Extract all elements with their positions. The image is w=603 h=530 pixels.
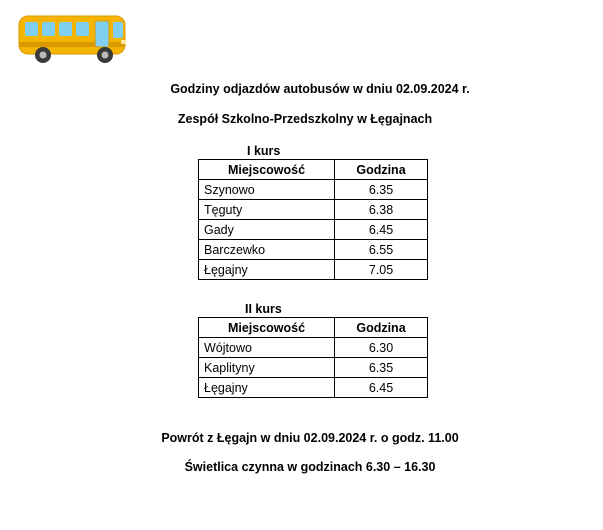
place-cell: Wójtowo [199, 338, 335, 358]
column-header-place: Miejscowość [199, 160, 335, 180]
time-cell: 6.35 [335, 180, 428, 200]
table-row [199, 240, 428, 260]
course-2-table [198, 317, 428, 398]
table-row [199, 220, 428, 240]
table-row [199, 338, 428, 358]
table-row [199, 358, 428, 378]
place-cell: Kaplityny [199, 358, 335, 378]
place-cell: Gady [199, 220, 335, 240]
course-2-label: II kurs [245, 302, 282, 316]
place-cell: Łęgajny [199, 378, 335, 398]
table-row [199, 260, 428, 280]
time-cell: 6.45 [335, 378, 428, 398]
column-header-place: Miejscowość [199, 318, 335, 338]
place-cell: Tęguty [199, 200, 335, 220]
table-row [199, 180, 428, 200]
time-cell: 7.05 [335, 260, 428, 280]
column-header-time: Godzina [335, 318, 428, 338]
course-1-label: I kurs [247, 144, 281, 158]
place-cell: Łęgajny [199, 260, 335, 280]
school-name: Zespół Szkolno-Przedszkolny w Łęgajnach [177, 112, 433, 126]
schedule-title: Godziny odjazdów autobusów w dniu 02.09.2024 r. [170, 82, 470, 96]
time-cell: 6.38 [335, 200, 428, 220]
table-row [199, 200, 428, 220]
day-club-hours: Świetlica czynna w godzinach 6.30 – 16.30 [184, 460, 436, 474]
table-row [199, 378, 428, 398]
time-cell: 6.55 [335, 240, 428, 260]
place-cell: Szynowo [199, 180, 335, 200]
place-cell: Barczewko [199, 240, 335, 260]
table-header-row [199, 160, 428, 180]
course-1-table [198, 159, 428, 280]
return-info: Powrót z Łęgajn w dniu 02.09.2024 r. o godz. 11.00 [161, 431, 459, 445]
table-header-row [199, 318, 428, 338]
time-cell: 6.45 [335, 220, 428, 240]
time-cell: 6.35 [335, 358, 428, 378]
school-bus-icon [17, 12, 131, 66]
column-header-time: Godzina [335, 160, 428, 180]
time-cell: 6.30 [335, 338, 428, 358]
